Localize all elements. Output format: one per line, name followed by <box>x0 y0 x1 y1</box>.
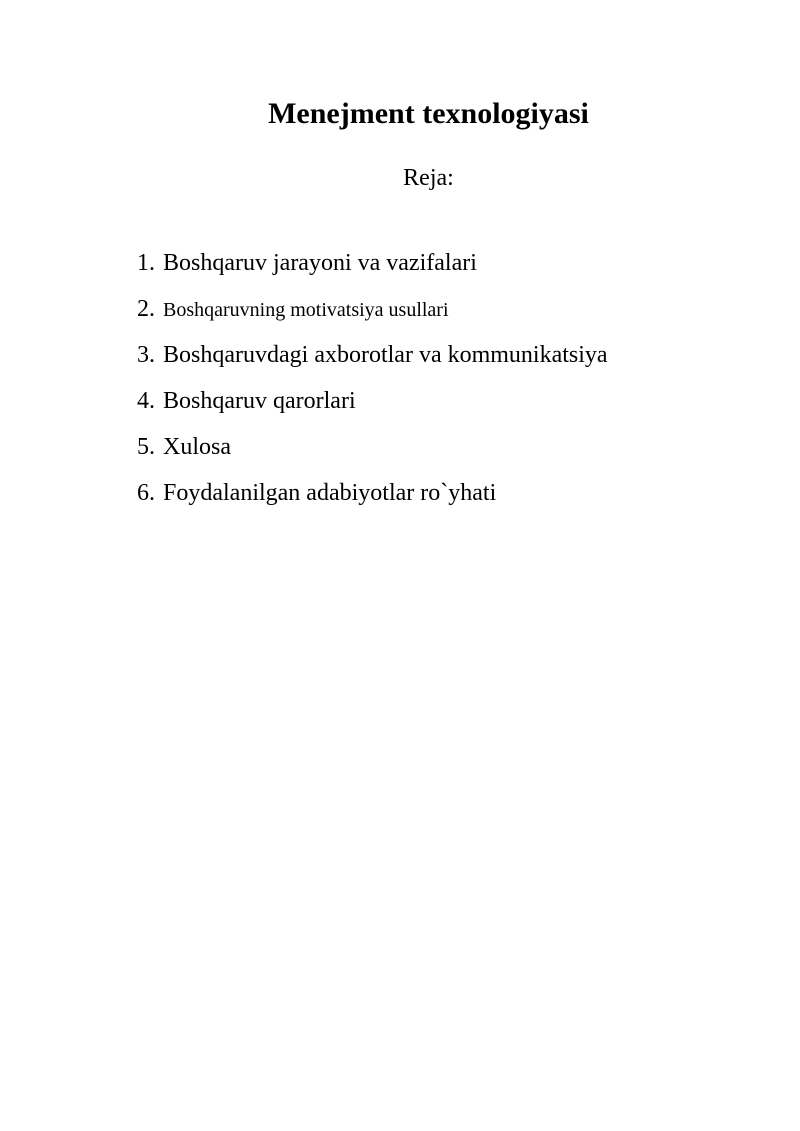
plan-list-item <box>137 342 608 388</box>
plan-list-item <box>137 434 608 480</box>
plan-item-text: Boshqaruv jarayoni va vazifalari <box>163 250 477 276</box>
plan-list-item <box>137 250 608 296</box>
plan-item-text: Xulosa <box>163 434 231 460</box>
document-title: Menejment texnologiyasi <box>268 97 589 130</box>
plan-item-number: 5. <box>137 434 155 460</box>
plan-item-number: 6. <box>137 480 155 506</box>
plan-item-text: Foydalanilgan adabiyotlar ro`yhati <box>163 480 497 506</box>
plan-list-item <box>137 480 608 526</box>
plan-list-item <box>137 296 608 342</box>
plan-heading: Reja: <box>403 165 454 191</box>
plan-item-number: 2. <box>137 296 155 322</box>
plan-item-text: Boshqaruvning motivatsiya usullari <box>163 299 449 321</box>
plan-item-number: 1. <box>137 250 155 276</box>
plan-item-text: Boshqaruvdagi axborotlar va kommunikatsiya <box>163 342 608 368</box>
plan-item-text: Boshqaruv qarorlari <box>163 388 356 414</box>
plan-item-number: 4. <box>137 388 155 414</box>
plan-list-item <box>137 388 608 434</box>
plan-list <box>137 250 608 526</box>
plan-item-number: 3. <box>137 342 155 368</box>
